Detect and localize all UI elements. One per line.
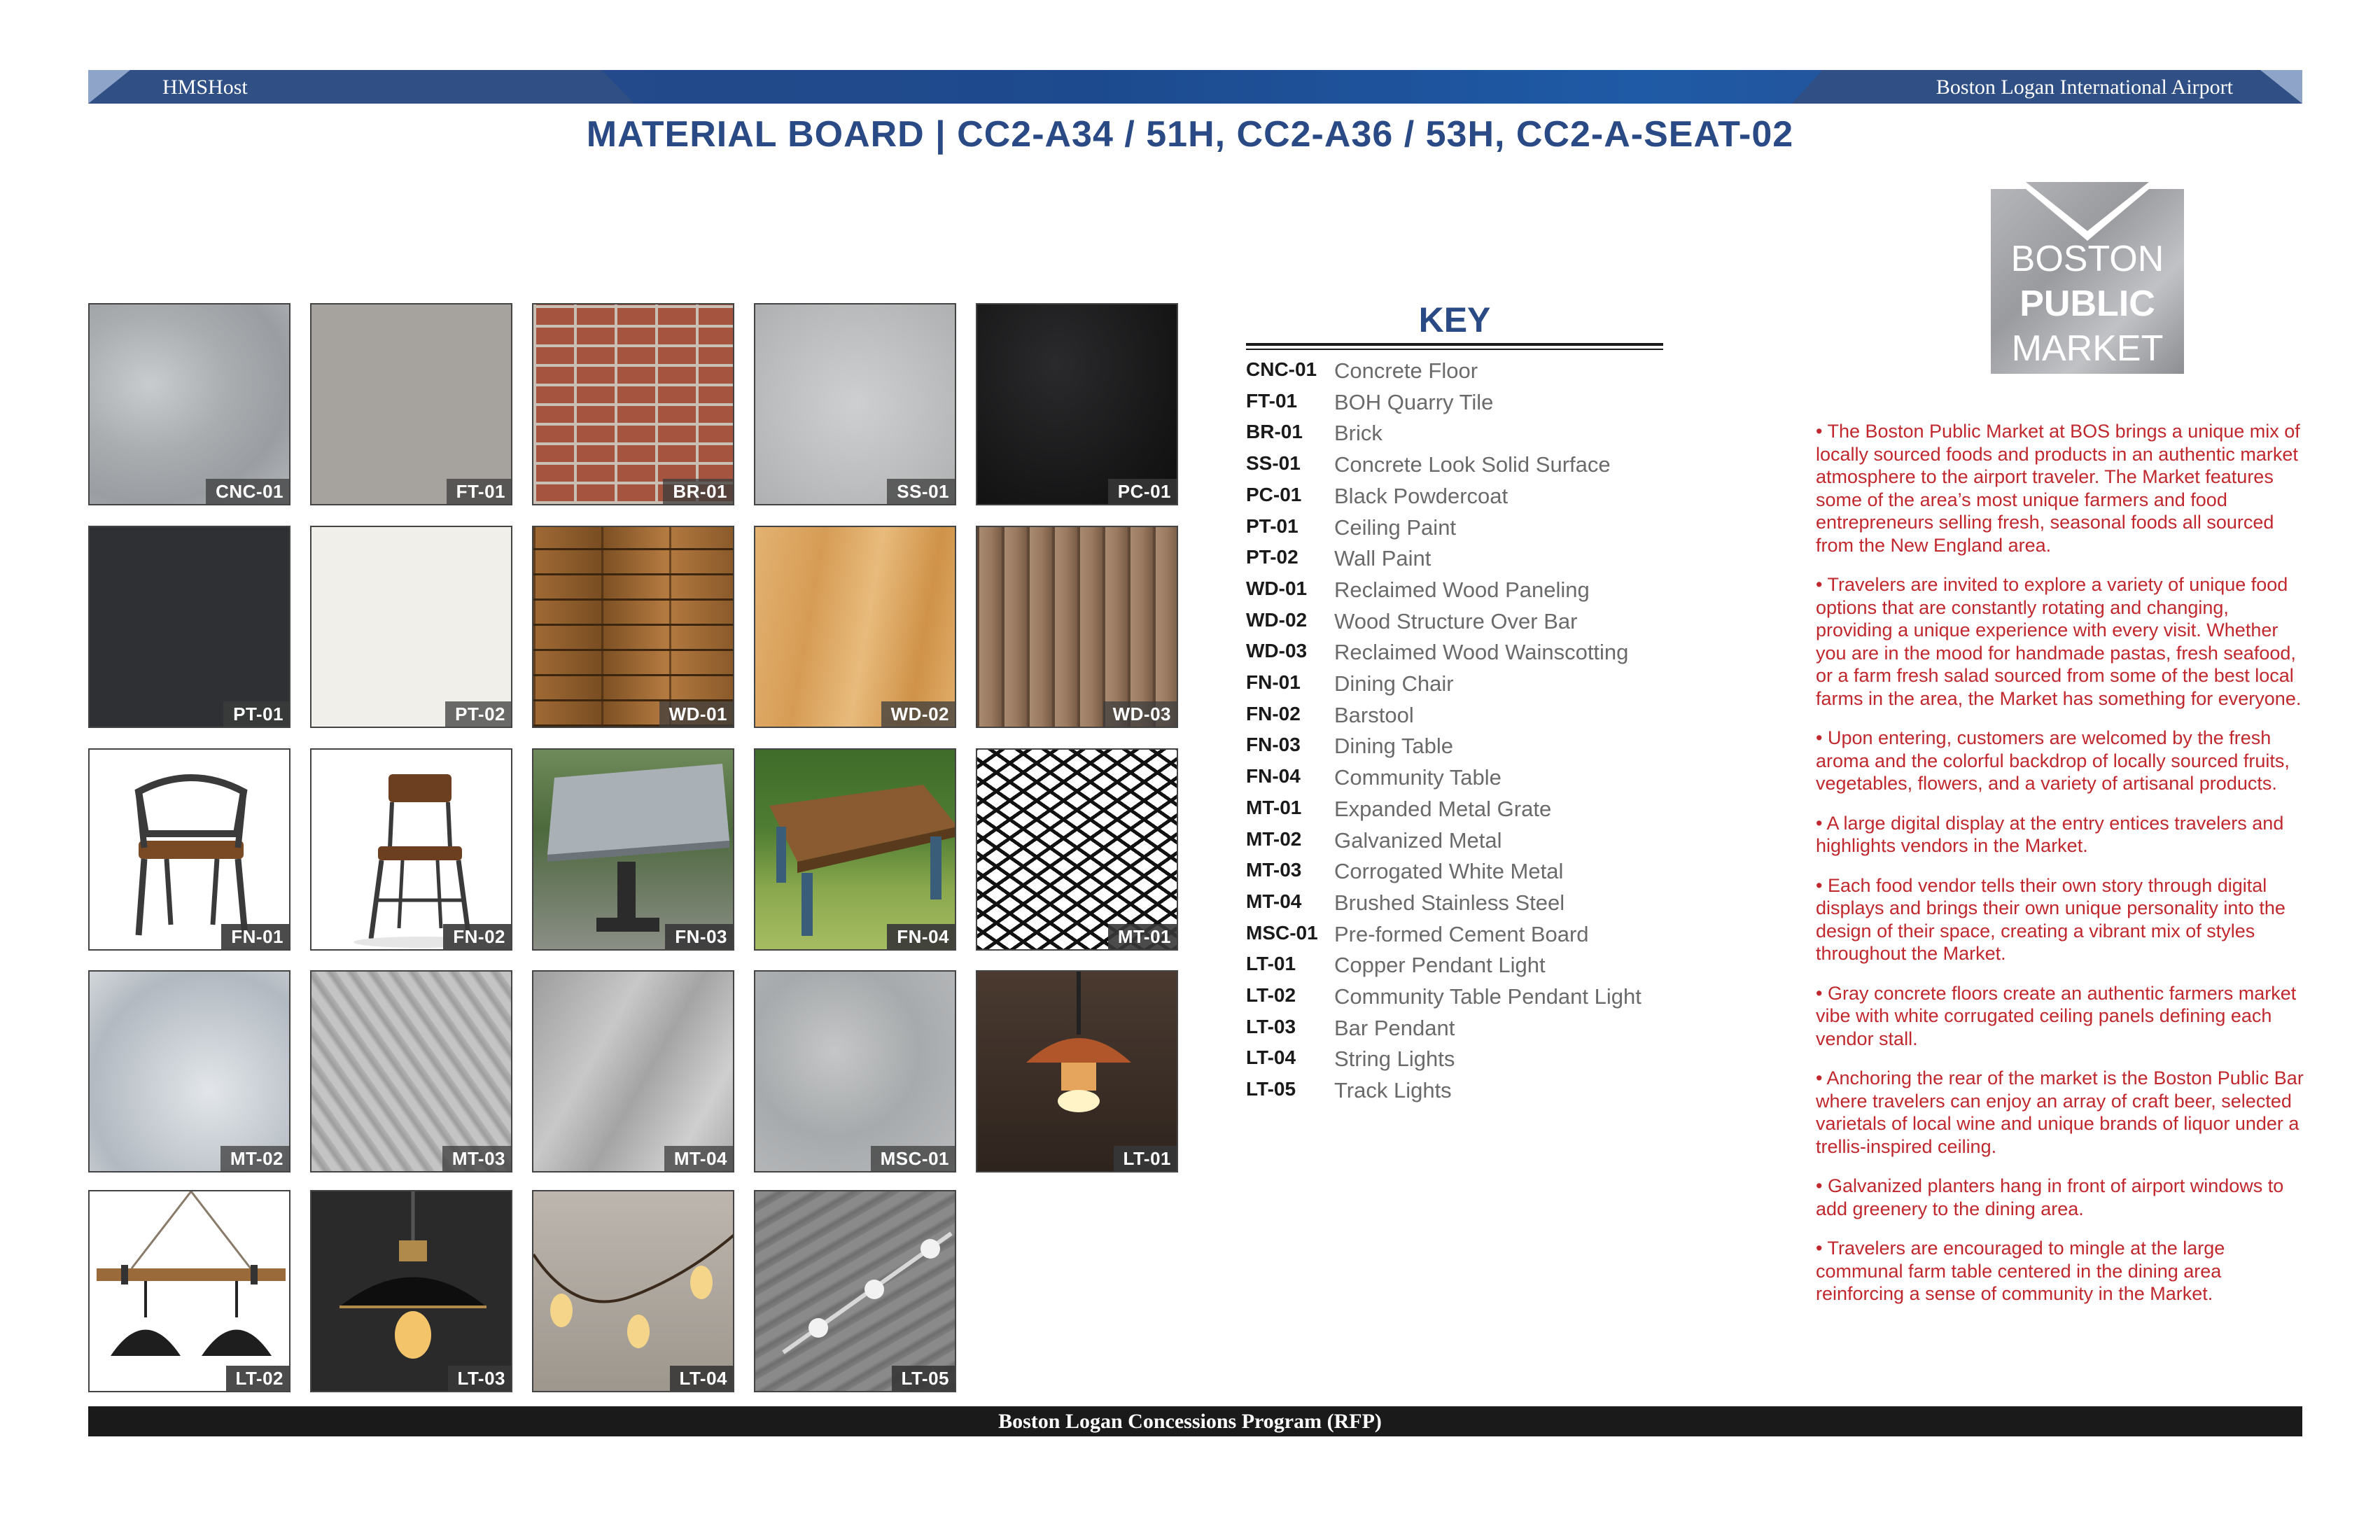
swatch-label: MT-02: [220, 1146, 289, 1171]
key-description: Brick: [1334, 421, 1382, 446]
description-paragraph: • Galvanized planters hang in front of airport windows to add greenery to the dining area.: [1816, 1175, 2284, 1219]
description-paragraph: • Travelers are encouraged to mingle at the large communal farm table centered in the dining area reinforcing a sense of community in the Market.: [1816, 1238, 2225, 1304]
key-description: Brushed Stainless Steel: [1334, 890, 1565, 915]
swatch-fn-04: [754, 748, 956, 951]
key-description: Expanded Metal Grate: [1334, 796, 1552, 821]
dining-chair-icon: [90, 750, 290, 951]
header-airport: Boston Logan International Airport: [1935, 76, 2233, 99]
logo-line-2: PUBLIC: [2019, 284, 2155, 324]
swatch-lt-02: [88, 1190, 290, 1392]
key-code: WD-03: [1246, 640, 1308, 662]
bar-pendant-icon: [312, 1191, 512, 1392]
key-code: PT-02: [1246, 546, 1298, 568]
key-description: Black Powdercoat: [1334, 483, 1508, 508]
key-title: KEY: [1418, 300, 1491, 340]
swatch-label: LT-03: [448, 1366, 511, 1391]
key-code: LT-03: [1246, 1015, 1296, 1037]
key-description: Barstool: [1334, 702, 1414, 727]
swatch-label: PC-01: [1108, 479, 1177, 504]
track-lights-icon: [755, 1191, 956, 1392]
key-code: FN-02: [1246, 702, 1301, 724]
key-description: Concrete Look Solid Surface: [1334, 452, 1611, 477]
key-code: MT-04: [1246, 890, 1302, 912]
key-description: Galvanized Metal: [1334, 827, 1502, 853]
boston-public-market-logo: [1991, 182, 2184, 374]
swatch-mt-01: [976, 748, 1178, 951]
key-code: FT-01: [1246, 389, 1298, 412]
swatch-ft-01: [310, 303, 512, 505]
swatch-mt-02: [88, 970, 290, 1172]
key-description: String Lights: [1334, 1046, 1455, 1072]
swatch-fn-03: [532, 748, 734, 951]
key-description: Bar Pendant: [1334, 1015, 1455, 1040]
dining-table-icon: [533, 750, 734, 951]
swatch-label: WD-02: [881, 701, 955, 727]
key-code: FN-01: [1246, 671, 1301, 693]
swatch-label: FN-03: [665, 924, 733, 949]
swatch-label: MT-01: [1108, 924, 1177, 949]
swatch-label: LT-04: [670, 1366, 733, 1391]
swatch-mt-04: [532, 970, 734, 1172]
key-code: LT-02: [1246, 984, 1296, 1006]
swatch-pt-01: [88, 526, 290, 728]
key-code: CNC-01: [1246, 358, 1317, 380]
key-description: Corrogated White Metal: [1334, 859, 1564, 884]
key-description: Wood Structure Over Bar: [1334, 608, 1578, 634]
key-description: Wall Paint: [1334, 546, 1432, 571]
swatch-msc-01: [754, 970, 956, 1172]
key-description: Pre-formed Cement Board: [1334, 921, 1589, 946]
swatch-label: WD-03: [1103, 701, 1177, 727]
swatch-lt-04: [532, 1190, 734, 1392]
swatch-fn-01: [88, 748, 290, 951]
key-code: MT-03: [1246, 859, 1302, 881]
key-code: BR-01: [1246, 421, 1303, 443]
key-code: PT-01: [1246, 514, 1298, 537]
swatch-wd-03: [976, 526, 1178, 728]
swatch-wd-02: [754, 526, 956, 728]
swatch-pc-01: [976, 303, 1178, 505]
barstool-icon: [312, 750, 512, 951]
swatch-lt-03: [310, 1190, 512, 1392]
key-code: WD-01: [1246, 577, 1308, 599]
swatch-label: BR-01: [663, 479, 733, 504]
key-code: MT-02: [1246, 827, 1302, 850]
key-code: SS-01: [1246, 452, 1301, 475]
page-title: MATERIAL BOARD | CC2-A34 / 51H, CC2-A36 / 53H, CC2-A-SEAT-02: [586, 114, 1794, 155]
swatch-label: PT-02: [445, 701, 511, 727]
key-code: PC-01: [1246, 483, 1302, 505]
string-lights-icon: [533, 1191, 734, 1392]
key-code: MT-01: [1246, 796, 1302, 818]
swatch-label: LT-05: [892, 1366, 955, 1391]
description-paragraph: • Travelers are invited to explore a variety of unique food options that are constantly rotating and changing, providing a unique experience with every visit. Whether you are in the mood for handmade pastas, fresh seafood, or a farm fresh salad sourced from some of the best local farms in the area, the Market has something for everyone.: [1816, 574, 2302, 709]
swatch-label: FT-01: [447, 479, 511, 504]
header-company: HMSHost: [162, 76, 248, 99]
key-description: Community Table Pendant Light: [1334, 984, 1642, 1009]
swatch-label: LT-02: [226, 1366, 289, 1391]
swatch-br-01: [532, 303, 734, 505]
key-description: Ceiling Paint: [1334, 514, 1457, 540]
key-code: FN-03: [1246, 734, 1301, 756]
key-description: Dining Table: [1334, 734, 1454, 759]
swatch-wd-01: [532, 526, 734, 728]
key-divider: [1246, 343, 1663, 346]
description-paragraph: • Gray concrete floors create an authentic farmers market vibe with white corrugated ceiling panels defining each vendor stall.: [1816, 982, 2297, 1049]
swatch-fn-02: [310, 748, 512, 951]
swatch-label: LT-01: [1114, 1146, 1177, 1171]
key-code: LT-01: [1246, 953, 1296, 975]
footer-text: Boston Logan Concessions Program (RFP): [998, 1410, 1382, 1433]
description-paragraph: • A large digital display at the entry entices travelers and highlights vendors in the Market.: [1816, 812, 2284, 856]
description-paragraph: • The Boston Public Market at BOS brings a unique mix of locally sourced foods and products in an authentic market atmosphere to the airport traveler. The Market features some of the area’s most unique farmers and food entrepreneurs selling fresh, seasonal foods all sourced from the New England area.: [1816, 421, 2300, 556]
key-description: Community Table: [1334, 765, 1502, 790]
description-text: [1816, 420, 2306, 1322]
key-description: Copper Pendant Light: [1334, 953, 1546, 978]
key-code: WD-02: [1246, 608, 1308, 631]
key-description: Reclaimed Wood Wainscotting: [1334, 640, 1629, 665]
description-paragraph: • Anchoring the rear of the market is the Boston Public Bar where travelers can enjoy an array of craft beer, selected varietals of local wine and unique brands of liquor under a trellis-inspired ceiling.: [1816, 1068, 2304, 1157]
swatch-mt-03: [310, 970, 512, 1172]
description-paragraph: • Each food vendor tells their own story through digital displays and brings their own unique personality into the design of their space, creating a vibrant mix of styles throughout the Market.: [1816, 874, 2286, 964]
swatch-label: WD-01: [659, 701, 733, 727]
logo-line-1: BOSTON: [2010, 239, 2164, 279]
table-pendant-light-icon: [90, 1191, 290, 1392]
pendant-light-icon: [977, 972, 1178, 1172]
description-paragraph: • Upon entering, customers are welcomed by the fresh aroma and the colorful backdrop of locally sourced fruits, vegetables, flowers, and a variety of artisanal products.: [1816, 727, 2290, 794]
key-description: Dining Chair: [1334, 671, 1454, 696]
key-divider: [1246, 349, 1663, 350]
swatch-ss-01: [754, 303, 956, 505]
swatch-label: FN-01: [221, 924, 289, 949]
swatch-label: MT-03: [442, 1146, 511, 1171]
swatch-pt-02: [310, 526, 512, 728]
key-description: Track Lights: [1334, 1078, 1452, 1103]
key-description: Reclaimed Wood Paneling: [1334, 577, 1590, 602]
key-code: MSC-01: [1246, 921, 1318, 944]
swatch-lt-01: [976, 970, 1178, 1172]
key-description: BOH Quarry Tile: [1334, 389, 1494, 414]
key-code: LT-04: [1246, 1046, 1296, 1069]
swatch-label: PT-01: [223, 701, 289, 727]
swatch-label: MSC-01: [871, 1146, 955, 1171]
swatch-label: FN-02: [443, 924, 511, 949]
swatch-cnc-01: [88, 303, 290, 505]
logo-line-3: MARKET: [2011, 328, 2164, 369]
swatch-label: FN-04: [887, 924, 955, 949]
key-description: Concrete Floor: [1334, 358, 1478, 383]
community-table-icon: [755, 750, 956, 951]
swatch-label: MT-04: [664, 1146, 733, 1171]
swatch-lt-05: [754, 1190, 956, 1392]
swatch-label: CNC-01: [206, 479, 289, 504]
swatch-label: SS-01: [887, 479, 955, 504]
key-code: LT-05: [1246, 1078, 1296, 1100]
key-code: FN-04: [1246, 765, 1301, 788]
